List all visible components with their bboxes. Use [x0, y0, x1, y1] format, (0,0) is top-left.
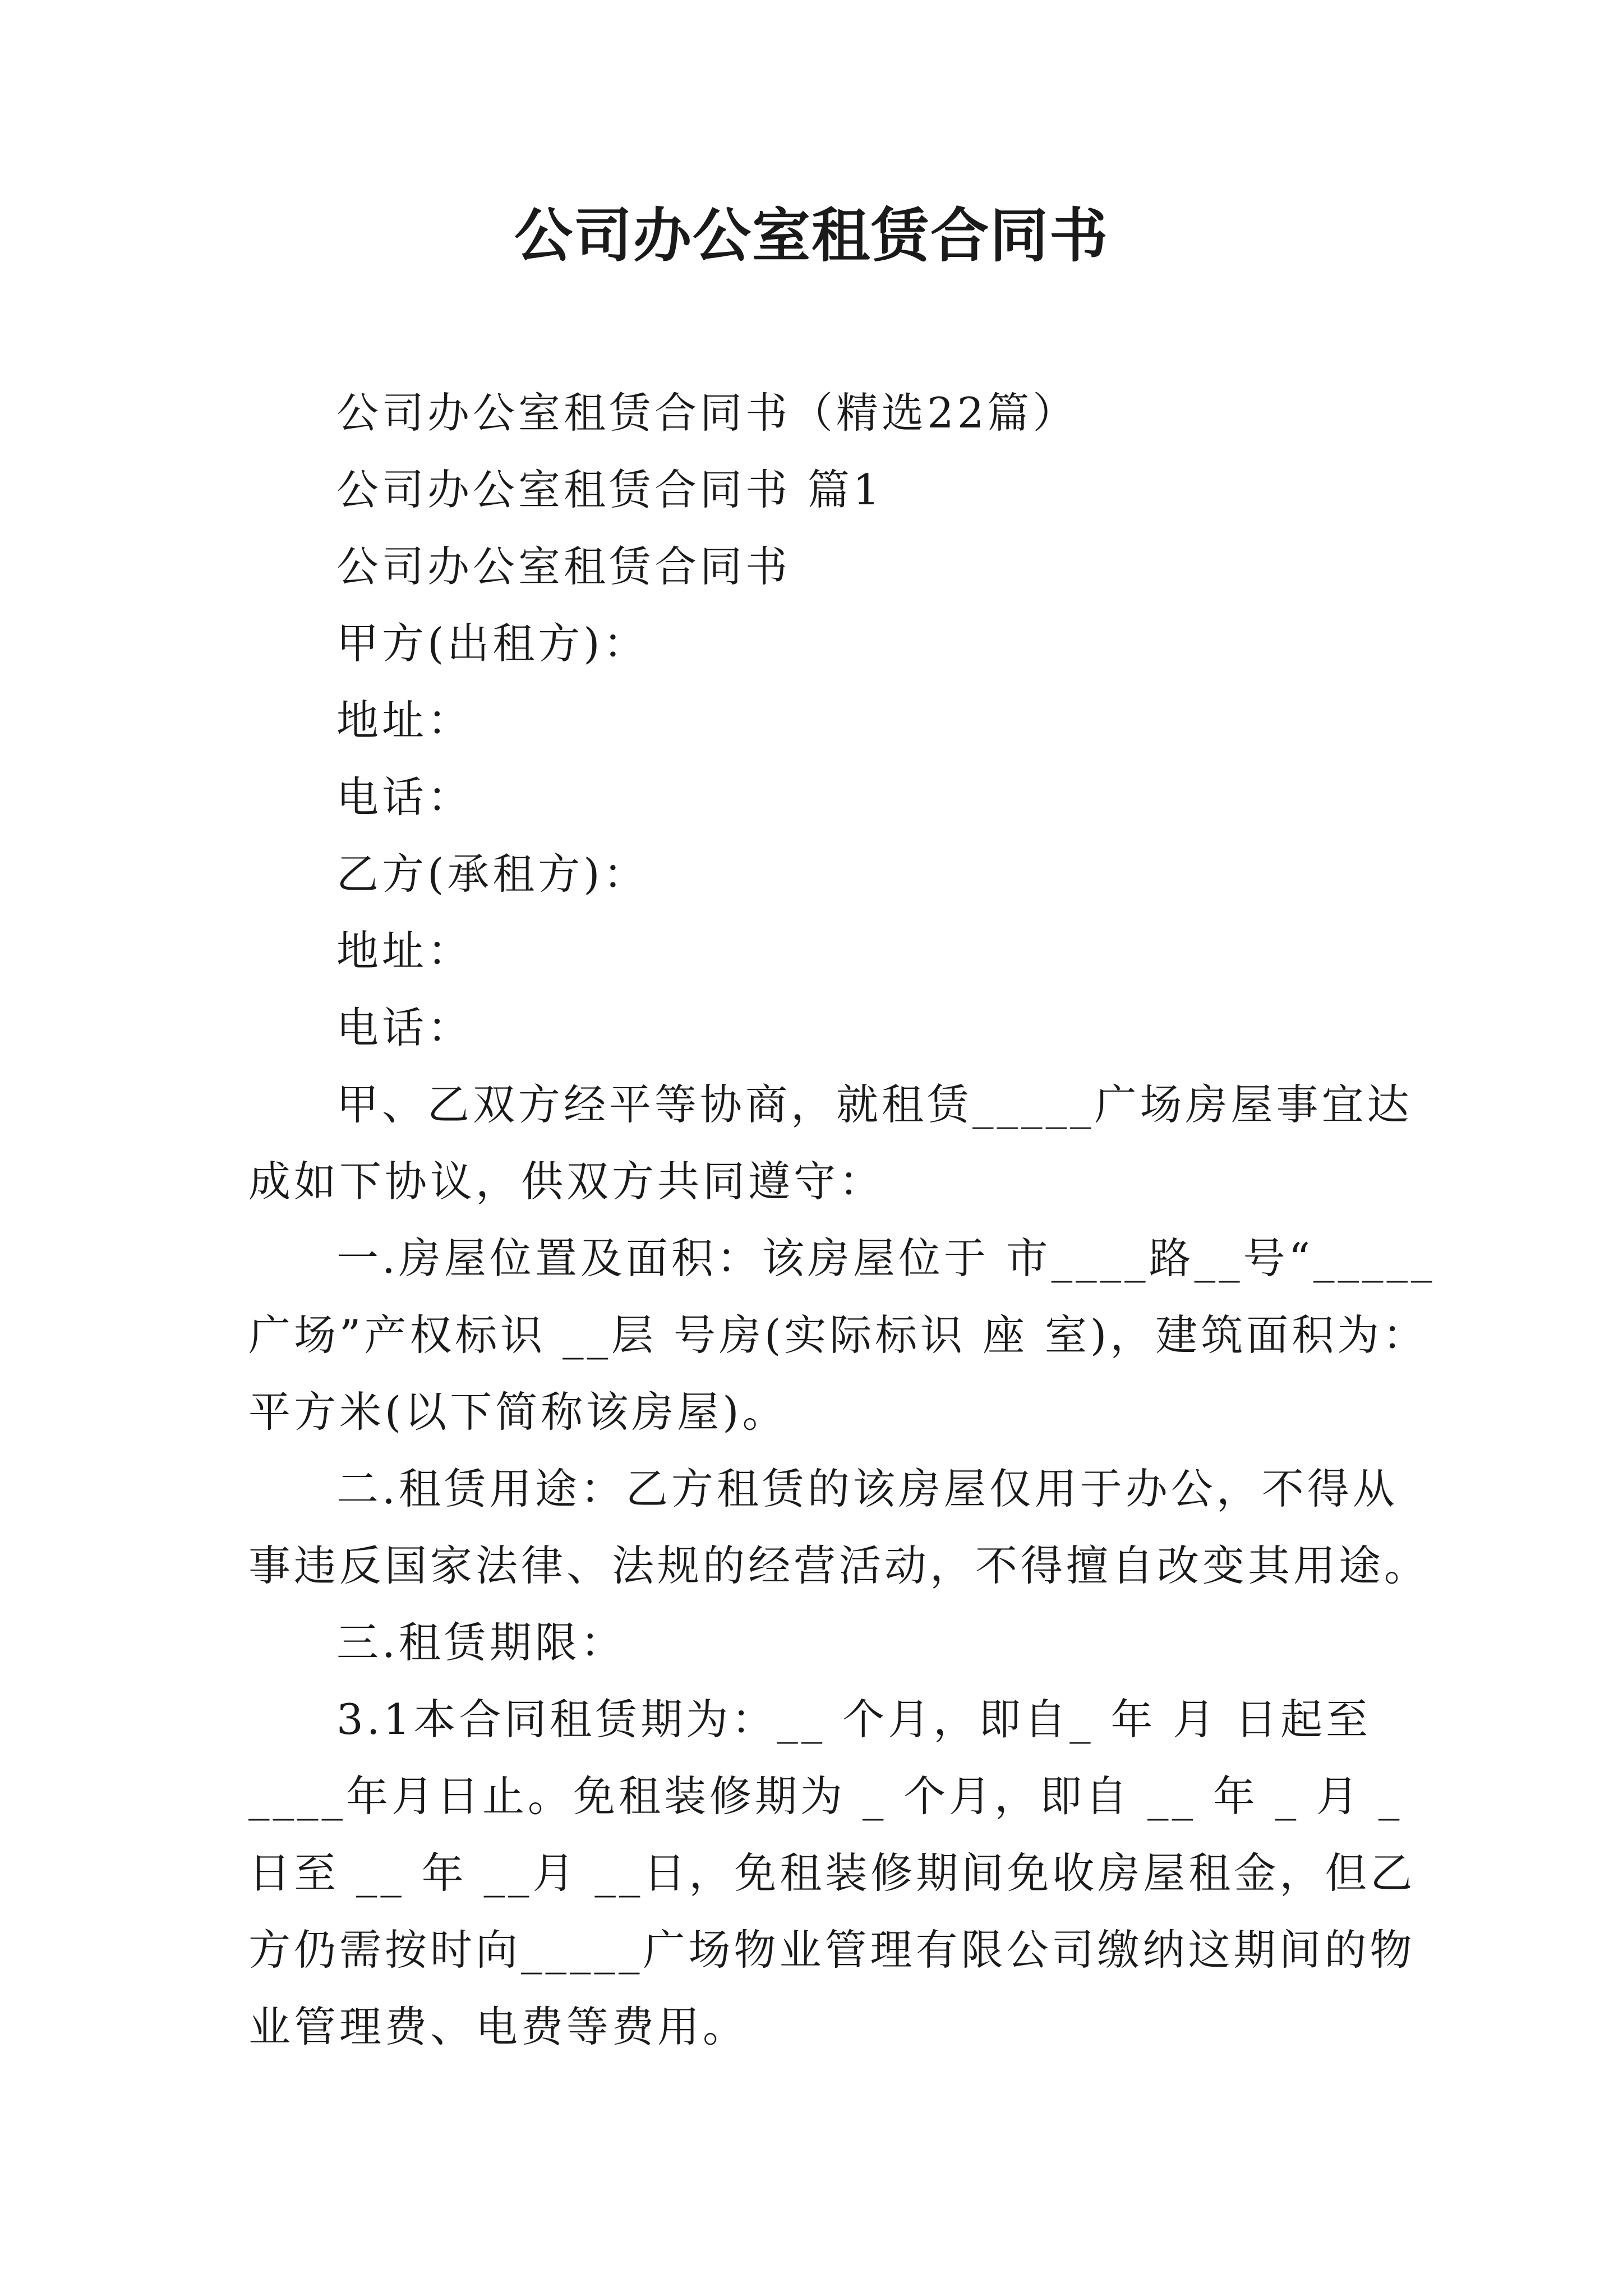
clause-1-paragraph [248, 1220, 1436, 1451]
paragraph-line: 业管理费、电费等费用。 [248, 2002, 749, 2051]
document-body [248, 375, 1436, 2065]
paragraph-line: 事违反国家法律、法规的经营活动，不得擅自改变其用途。 [248, 1541, 1430, 1590]
clause-3-1-paragraph [248, 1681, 1416, 2065]
chapter-heading: 公司办公室租赁合同书 篇1 [336, 465, 883, 514]
party-a-address: 地址： [336, 696, 473, 745]
paragraph-line: ____年月日止。免租装修期为 _ 个月，即自 __ 年 _ 月 _ [248, 1772, 1403, 1821]
party-a-label: 甲方(出租方)： [336, 619, 649, 668]
contract-heading: 公司办公室租赁合同书 [336, 542, 791, 591]
paragraph-line: 广场”产权标识 __层 号房(实际标识 座 室)，建筑面积为： [248, 1310, 1428, 1360]
paragraph-line: 3.1本合同租赁期为：__ 个月，即自_ 年 月 日起至 [336, 1695, 1372, 1744]
paragraph-line: 成如下协议，供双方共同遵守： [248, 1157, 885, 1206]
intro-paragraph [248, 1066, 1413, 1220]
document-title: 公司办公室租赁合同书 [514, 201, 1109, 270]
paragraph-line: 一.房屋位置及面积：该房屋位于 市____路__号“_____ [336, 1234, 1436, 1283]
paragraph-line: 方仍需按时向_____广场物业管理有限公司缴纳这期间的物 [248, 1925, 1415, 1975]
paragraph-line: 日至 __ 年 __月 __日，免租装修期间免收房屋租金，但乙 [248, 1848, 1416, 1898]
subtitle: 公司办公室租赁合同书（精选22篇） [336, 388, 1078, 438]
paragraph-line: 甲、乙双方经平等协商，就租赁_____广场房屋事宜达 [336, 1080, 1413, 1129]
party-b-phone: 电话： [336, 1003, 473, 1052]
clause-3-heading: 三.租赁期限： [336, 1618, 626, 1667]
paragraph-line: 平方米(以下简称该房屋)。 [248, 1387, 788, 1437]
party-b-label: 乙方(承租方)： [336, 849, 649, 899]
paragraph-line: 二.租赁用途：乙方租赁的该房屋仅用于办公，不得从 [336, 1464, 1398, 1513]
party-a-phone: 电话： [336, 772, 473, 822]
clause-2-paragraph [248, 1451, 1430, 1604]
party-b-address: 地址： [336, 926, 473, 976]
